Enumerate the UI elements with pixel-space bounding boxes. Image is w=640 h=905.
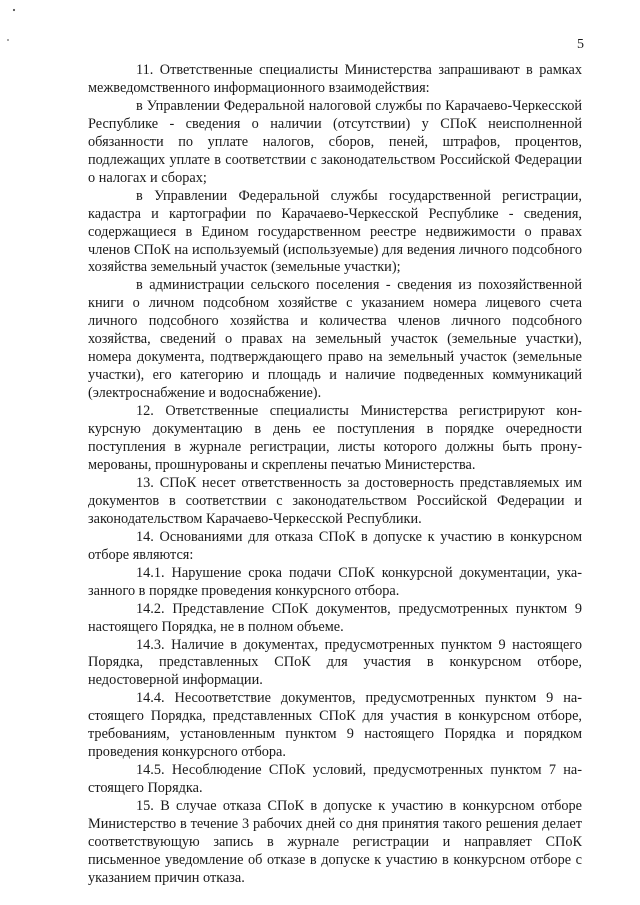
paragraph-14-1: 14.1. Нарушение срока подачи СПоК конкурсной документации, указанного в порядке проведения конкурсного отбора. (88, 564, 582, 599)
paragraph-15: 15. В случае отказа СПоК в допуске к участию в конкурсном отборе Министерство в течение 3 рабочих дней со дня принятия такого решения делает соответствующую запись в журнале регистрации и направляет СПоК письменное уведомление об отказе в допуске к участию в конкурсном отборе с указанием причин отказа. (88, 798, 582, 886)
page-number: 5 (577, 37, 584, 52)
paragraph-11-rural-administration: в администрации сельского поселения - сведения из похозяйственной книги о личном подсобном хозяйстве с указанием номера лицевого счета личного подсобного хозяйства и количества членов личного подсобного хозяйства, сведений о правах на земельный участок (земельные участки), номера документа, подтверждающего право на земельный участок (земельные участки), его категорию и площадь и наличие подведенных коммуникаций (электроснабжение и водоснабжение). (88, 277, 582, 402)
paragraph-14-3: 14.3. Наличие в документах, предусмотренных пунктом 9 настоящего Порядка, представленных СПоК для участия в конкурсном отборе, недостоверной информации. (88, 636, 582, 689)
paragraph-11: 11. Ответственные специалисты Министерства запрашивают в рамках межведомственного информационного взаимодействия: (88, 62, 582, 96)
paragraph-12: 12. Ответственные специалисты Министерства регистрируют конкурсную документацию в день ее поступления в порядке очередности поступления в журнале регистрации, листы которого должны быть пронумерованы, прошнурованы и скреплены печатью Министерства. (88, 403, 582, 473)
paragraph-11-registration-service: в Управлении Федеральной службы государственной регистрации, кадастра и картографии по Карачаево-Черкесской Республике - сведения, содержащиеся в Едином государственном реестре недвижимости о правах членов СПоК на используемый (используемые) для ведения личного подсобного хозяйства земельный участок (земельные участки); (88, 187, 582, 276)
paragraph-14-4: 14.4. Несоответствие документов, предусмотренных пунктом 9 настоящего Порядка, представленных СПоК для участия в конкурсном отборе, требованиям, установленным пунктом 9 настоящего Порядка и порядком проведения конкурсного отбора. (88, 690, 582, 761)
document-body (88, 62, 582, 888)
paragraph-14: 14. Основаниями для отказа СПоК в допуске к участию в конкурсном отборе являются: (88, 528, 582, 563)
paragraph-13: 13. СПоК несет ответственность за достоверность представляемых им документов в соответствии с законодательством Российской Федерации и законодательством Карачаево-Черкесской Республики. (88, 474, 582, 527)
paragraph-11-tax-service: в Управлении Федеральной налоговой службы по Карачаево-Черкесской Республике - сведения о наличии (отсутствии) у СПоК неисполненной обязанности по уплате налогов, сборов, пеней, штрафов, процентов, подлежащих уплате в соответствии с законодательством Российской Федерации о налогах и сборах; (88, 97, 582, 186)
paragraph-14-2: 14.2. Представление СПоК документов, предусмотренных пунктом 9 настоящего Порядка, не в полном объеме. (88, 600, 582, 635)
paragraph-14-5: 14.5. Несоблюдение СПоК условий, предусмотренных пунктом 7 настоящего Порядка. (88, 762, 582, 797)
